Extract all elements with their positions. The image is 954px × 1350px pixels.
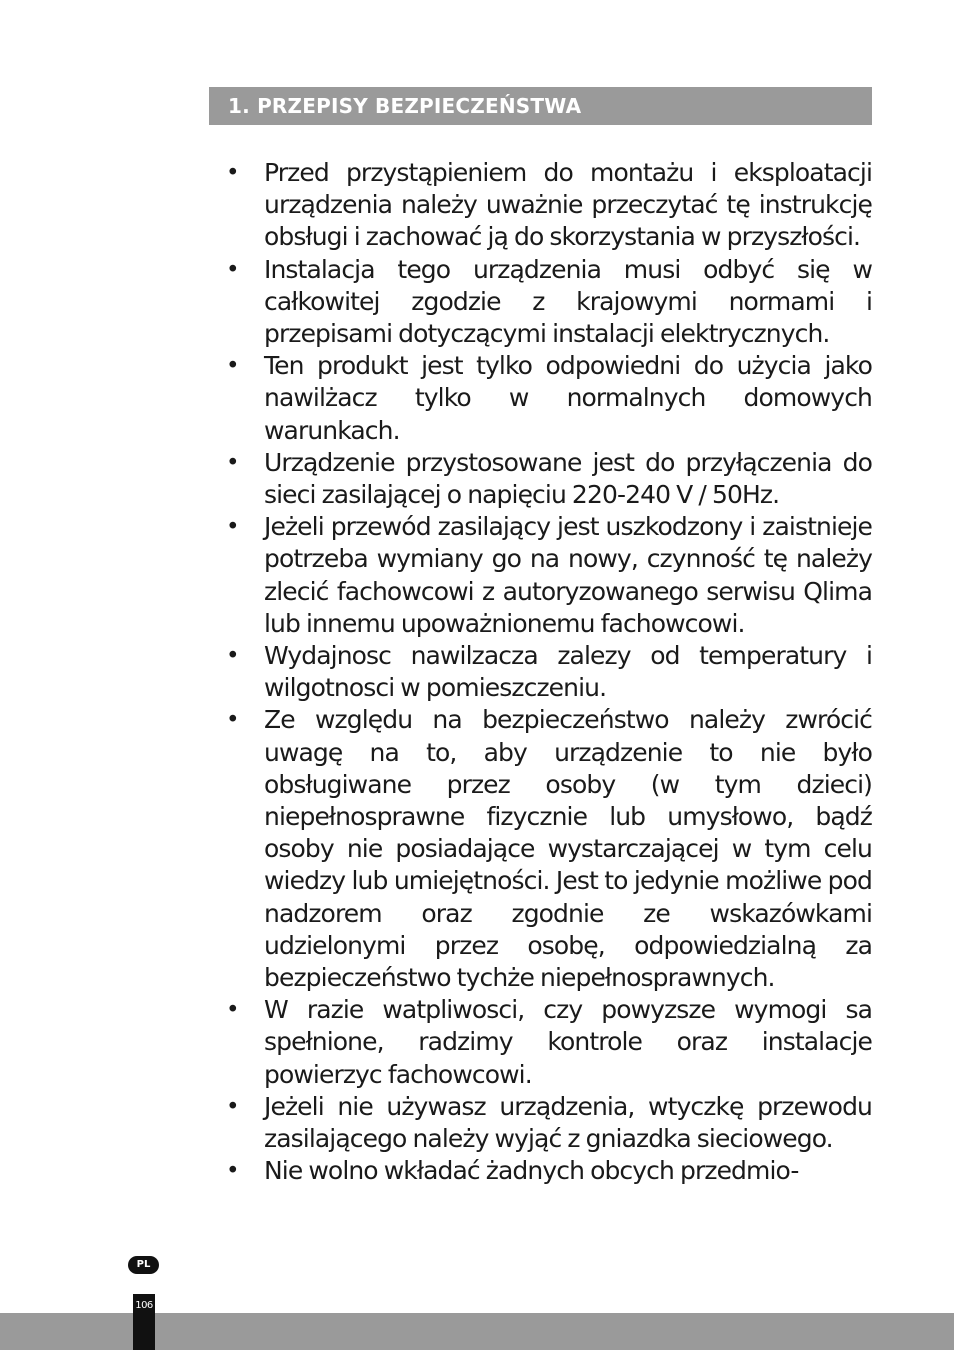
- list-item-text: Nie wolno wkładać żadnych obcych przedmio-: [264, 1156, 799, 1186]
- list-item: [226, 1155, 872, 1187]
- language-badge: PL: [128, 1256, 159, 1274]
- bullet-icon: •: [226, 256, 240, 283]
- list-item-text: W razie watpliwosci, czy powyzsze wymogi sa spełnione, radzimy kontrole oraz instalacje powierzyc fachowcowi.: [264, 995, 872, 1089]
- page-number: 106: [135, 1300, 153, 1311]
- bullet-icon: •: [226, 160, 240, 186]
- list-item-text: Jeżeli przewód zasilający jest uszkodzony i zaistnieje potrzeba wymiany go na nowy, czynność tę należy zlecić fachowcowi z autoryzowanego serwisu Qlima lub innemu upoważnionemu fachowcowi.: [264, 512, 872, 638]
- bullet-icon: •: [226, 707, 240, 734]
- list-item: [226, 350, 872, 447]
- bullet-icon: •: [226, 643, 240, 670]
- bullet-icon: •: [226, 997, 240, 1024]
- bullet-icon: •: [226, 353, 240, 380]
- list-item: [226, 254, 872, 351]
- list-item-text: Przed przystąpieniem do montażu i eksploatacji urządzenia należy uważnie przeczytać tę instrukcję obsługi i zachować ją do skorzystania w przyszłości.: [264, 158, 872, 252]
- list-item-text: Urządzenie przystosowane jest do przyłączenia do sieci zasilającej o napięciu 220-240 V / 50Hz.: [264, 447, 872, 510]
- list-item: [226, 640, 872, 704]
- bullet-icon: •: [226, 449, 240, 476]
- section-title: 1. PRZEPISY BEZPIECZEŃSTWA: [228, 94, 582, 118]
- list-item-text: Wydajnosc nawilzacza zalezy od temperatury i wilgotnosci w pomieszczeniu.: [264, 641, 872, 703]
- list-item-text: Ten produkt jest tylko odpowiedni do użycia jako nawilżacz tylko w normalnych domowych warunkach.: [264, 351, 872, 445]
- list-item: [226, 1091, 872, 1155]
- bullet-icon: •: [226, 1093, 240, 1120]
- list-item: [226, 704, 872, 994]
- list-item: [226, 994, 872, 1091]
- page-number-tab: [133, 1294, 155, 1350]
- bullet-icon: •: [226, 514, 240, 541]
- list-item-text: Instalacja tego urządzenia musi odbyć się w całkowitej zgodzie z krajowymi normami i przepisami dotyczącymi instalacji elektrycznych.: [264, 254, 872, 349]
- list-item: [226, 157, 872, 254]
- list-item: [226, 447, 872, 511]
- section-header: [209, 87, 872, 125]
- bullet-icon: •: [226, 1158, 240, 1185]
- safety-rules-list: [226, 157, 872, 1188]
- list-item-text: Ze względu na bezpieczeństwo należy zwrócić uwagę na to, aby urządzenie to nie było obsługiwane przez osoby (w tym dzieci) niepełnosprawne fizycznie lub umysłowo, bądź osoby nie posiadające wystarczającej w tym celu wiedzy lub umiejętności. Jest to jedynie możliwe pod nadzorem oraz zgodnie ze wskazówkami udzielonymi przez osobę, odpowiedzialną za bezpieczeństwo tychże niepełnosprawnych.: [264, 705, 872, 993]
- list-item-text: Jeżeli nie używasz urządzenia, wtyczkę przewodu zasilającego należy wyjąć z gniazdka sieciowego.: [264, 1091, 872, 1154]
- list-item: [226, 511, 872, 640]
